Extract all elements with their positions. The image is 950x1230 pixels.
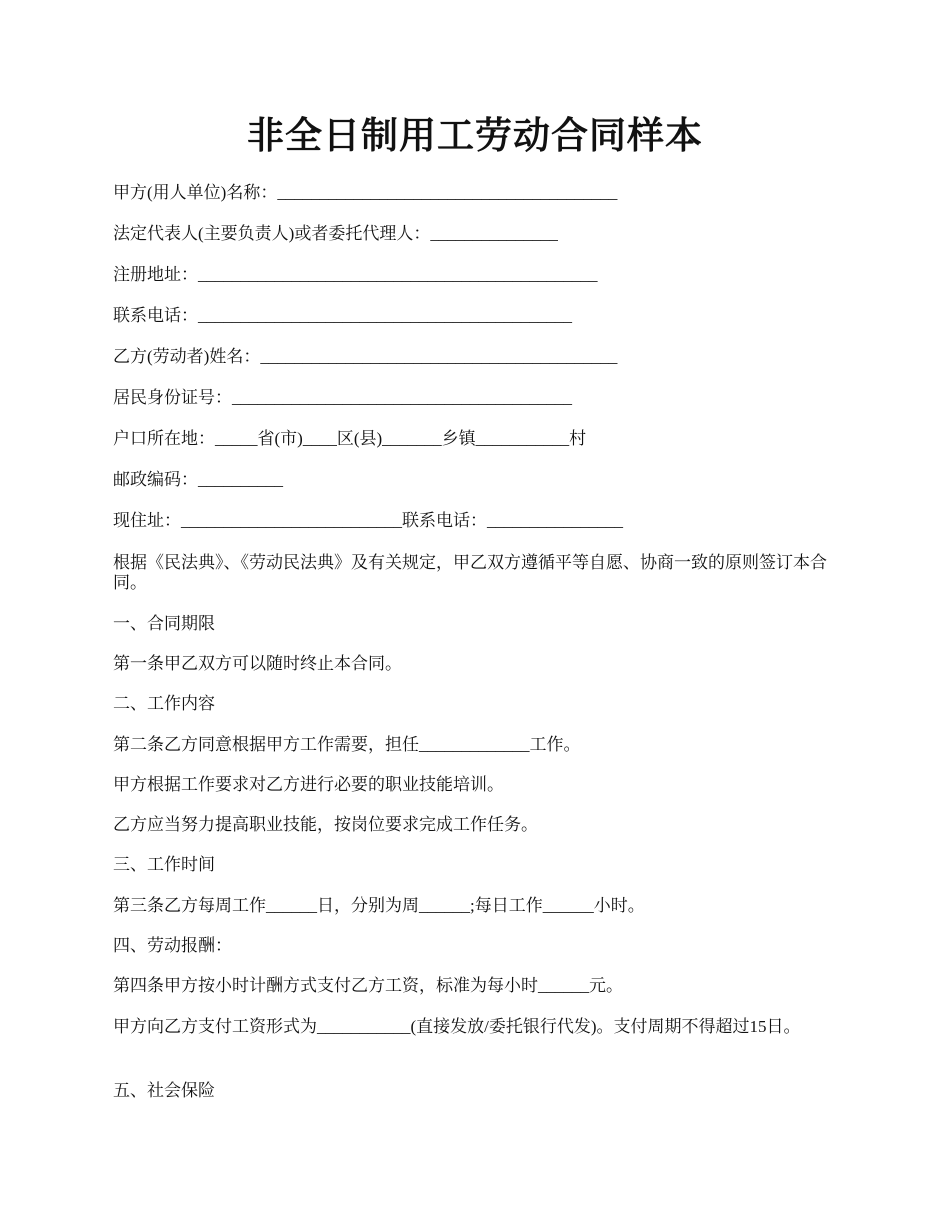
section-heading-work-content: 二、工作内容	[113, 694, 215, 713]
registered-address-field: 注册地址：_______________________________________________	[113, 265, 598, 284]
duty-clause: 乙方应当努力提高职业技能，按岗位要求完成工作任务。	[113, 815, 538, 834]
employer-name-field: 甲方(用人单位)名称：________________________________________	[113, 183, 618, 202]
article-4: 第四条甲方按小时计酬方式支付乙方工资，标准为每小时______元。	[113, 976, 623, 995]
employee-name-field: 乙方(劳动者)姓名：__________________________________________	[113, 347, 618, 366]
section-heading-term: 一、合同期限	[113, 614, 215, 633]
id-number-field: 居民身份证号：________________________________________	[113, 388, 572, 407]
article-1: 第一条甲乙双方可以随时终止本合同。	[113, 654, 402, 673]
payment-form-paragraph: 甲方向乙方支付工资形式为___________(直接发放/委托银行代发)。支付周期不得超过15日。	[113, 1017, 801, 1036]
section-heading-social-insurance: 五、社会保险	[113, 1081, 215, 1100]
article-3: 第三条乙方每周工作______日，分别为周______;每日工作______小时。	[113, 896, 645, 915]
preamble-paragraph: 根据《民法典》、《劳动民法典》及有关规定，甲乙双方遵循平等自愿、协商一致的原则签订本合同。	[113, 553, 827, 592]
current-address-field: 现住址：__________________________联系电话：________________	[113, 511, 623, 530]
article-2: 第二条乙方同意根据甲方工作需要，担任_____________工作。	[113, 735, 581, 754]
training-clause: 甲方根据工作要求对乙方进行必要的职业技能培训。	[113, 775, 504, 794]
document-title: 非全日制用工劳动合同样本	[247, 116, 703, 157]
section-heading-work-time: 三、工作时间	[113, 855, 215, 874]
postal-code-field: 邮政编码：__________	[113, 470, 283, 489]
household-registration-field: 户口所在地：_____省(市)____区(县)_______乡镇___________村	[113, 429, 587, 448]
legal-representative-field: 法定代表人(主要负责人)或者委托代理人：_______________	[113, 224, 558, 243]
section-heading-remuneration: 四、劳动报酬：	[113, 936, 232, 955]
employer-phone-field: 联系电话：____________________________________________	[113, 306, 572, 325]
